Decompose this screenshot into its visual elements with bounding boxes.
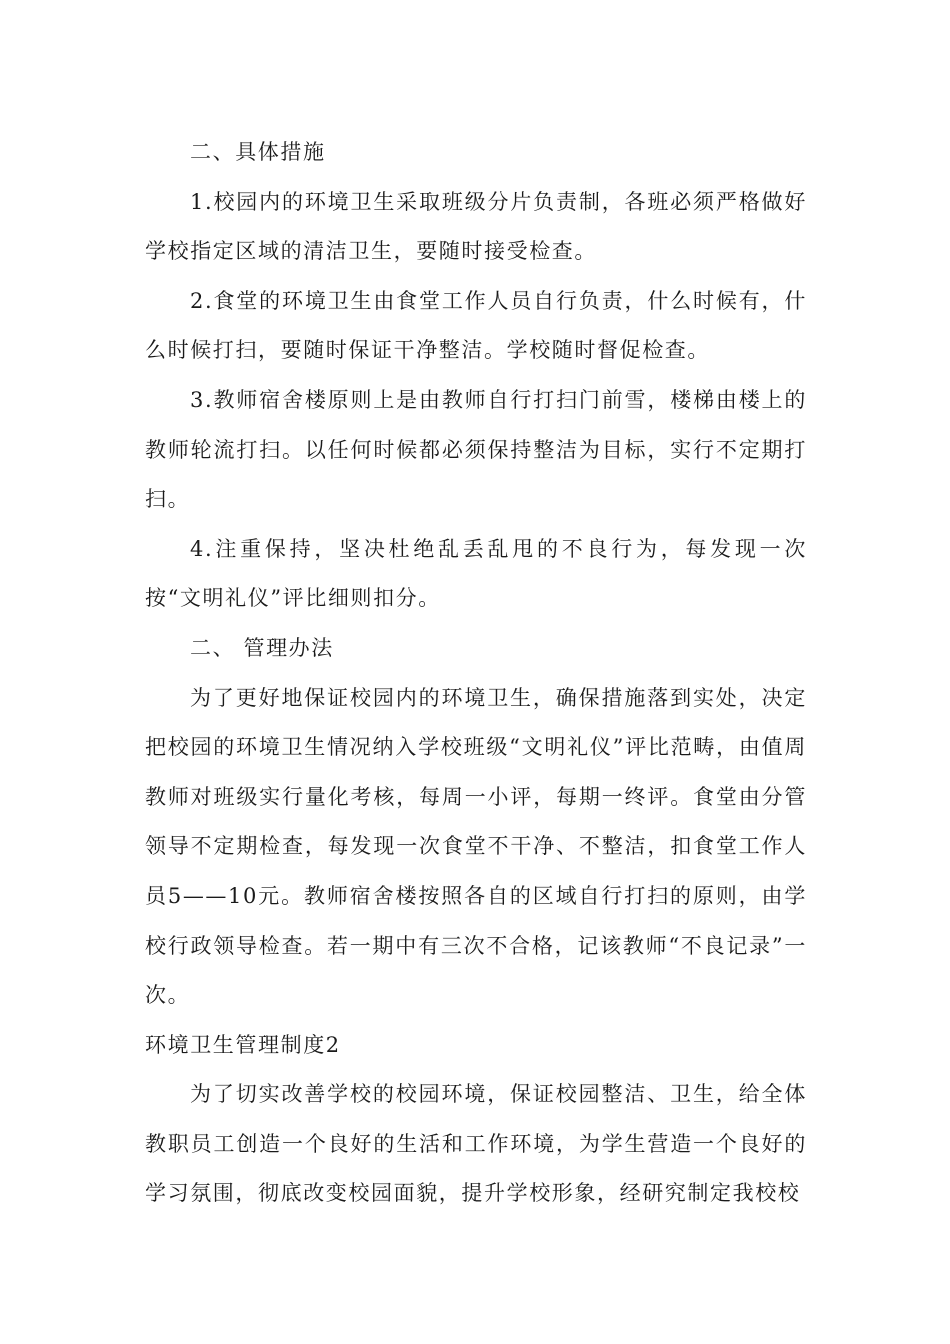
- paragraph-management-body: 为了更好地保证校园内的环境卫生，确保措施落到实处，决定把校园的环境卫生情况纳入学校班级“文明礼仪”评比范畴，由值周教师对班级实行量化考核，每周一小评，每期一终评。食堂由分管领导不定期检查，每发现一次食堂不干净、不整洁，扣食堂工作人员5——10元。教师宿舍楼按照各自的区域自行打扫的原则，由学校行政领导检查。若一期中有三次不合格，记该教师“不良记录”一次。: [145, 685, 807, 1008]
- paragraph-measure-4: 4.注重保持，坚决杜绝乱丢乱甩的不良行为，每发现一次按“文明礼仪”评比细则扣分。: [145, 536, 807, 611]
- paragraph-measure-3: 3.教师宿舍楼原则上是由教师自行打扫门前雪，楼梯由楼上的教师轮流打扫。以任何时候都必须保持整洁为目标，实行不定期打扫。: [145, 387, 807, 512]
- document-body: [145, 128, 807, 1219]
- paragraph-measure-2: 2.食堂的环境卫生由食堂工作人员自行负责，什么时候有，什么时候打扫，要随时保证干净整洁。学校随时督促检查。: [145, 288, 807, 363]
- paragraph-system-2-intro: 为了切实改善学校的校园环境，保证校园整洁、卫生，给全体教职员工创造一个良好的生活和工作环境，为学生营造一个良好的学习氛围，彻底改变校园面貌，提升学校形象，经研究制定我校校: [145, 1082, 807, 1206]
- section-heading-specific-measures: 二、具体措施: [190, 140, 326, 164]
- paragraph-measure-1: 1.校园内的环境卫生采取班级分片负责制，各班必须严格做好学校指定区域的清洁卫生，要随时接受检查。: [145, 189, 807, 264]
- section-heading-management: 二、 管理办法: [190, 635, 334, 660]
- document-title-system-2: 环境卫生管理制度2: [145, 1032, 341, 1057]
